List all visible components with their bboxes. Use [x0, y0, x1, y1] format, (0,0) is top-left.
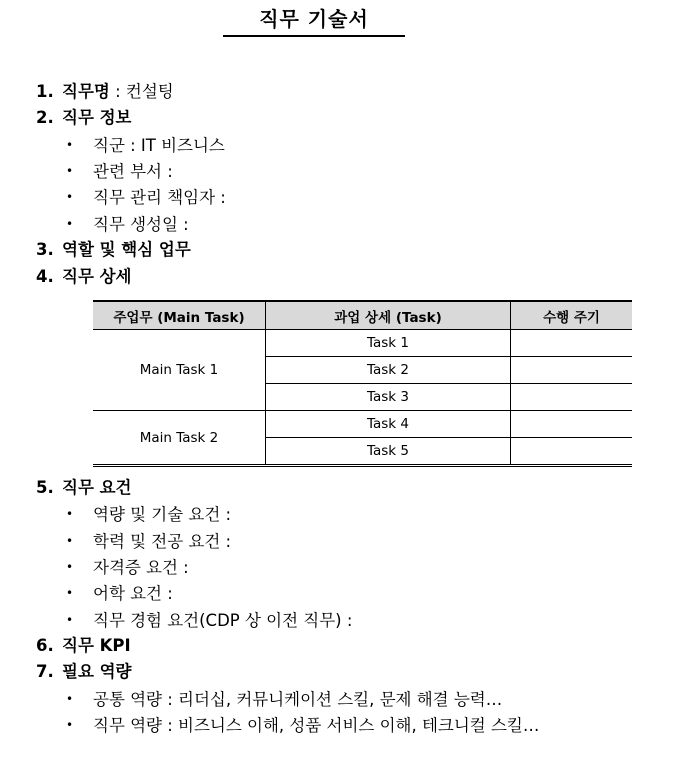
list-item-text: 직무 경험 요건(CDP 상 이전 직무) : [93, 611, 353, 630]
task-cell: Task 5 [266, 438, 511, 466]
section-heading: 직무 상세 [62, 267, 132, 286]
list-item [66, 580, 173, 607]
bullet-icon: • [66, 718, 74, 732]
bullet-icon: • [66, 534, 74, 548]
main-task-cell: Main Task 2 [93, 411, 266, 466]
cycle-cell [511, 357, 633, 384]
section-job-name [36, 79, 174, 105]
list-item [66, 132, 225, 159]
list-item [66, 554, 189, 581]
section-number: 5. [36, 478, 54, 497]
task-table [93, 300, 632, 467]
section-heading: 직무 정보 [62, 108, 132, 127]
section-roles [36, 237, 191, 263]
section-number: 2. [36, 108, 54, 127]
bullet-icon: • [66, 586, 74, 600]
cycle-cell [511, 438, 633, 466]
section-heading: 직무 요건 [62, 478, 132, 497]
table-header-row [93, 301, 632, 330]
table-row [93, 330, 632, 357]
bullet-icon: • [66, 164, 74, 178]
section-number: 6. [36, 636, 54, 655]
section-job-info [36, 105, 132, 131]
list-item-text: 역량 및 기술 요건 : [93, 505, 232, 524]
list-item [66, 528, 231, 555]
list-item-text: 직무 역량 : 비즈니스 이해, 성품 서비스 이해, 테크니컬 스킬… [93, 716, 540, 735]
section-number: 4. [36, 267, 54, 286]
bullet-icon: • [66, 507, 74, 521]
task-cell: Task 2 [266, 357, 511, 384]
list-item [66, 158, 173, 185]
task-cell: Task 4 [266, 411, 511, 438]
task-cell: Task 3 [266, 384, 511, 411]
cycle-cell [511, 330, 633, 357]
bullet-icon: • [66, 692, 74, 706]
section-heading: 역할 및 핵심 업무 [62, 240, 191, 259]
bullet-icon: • [66, 217, 74, 231]
section-heading: 직무 KPI [62, 636, 131, 655]
column-header-task-detail: 과업 상세 (Task) [266, 301, 511, 330]
section-kpi [36, 633, 131, 659]
cycle-cell [511, 384, 633, 411]
bullet-icon: • [66, 138, 74, 152]
list-item-text: 공통 역량 : 리더십, 커뮤니케이션 스킬, 문제 해결 능력… [93, 690, 503, 709]
section-competencies [36, 659, 132, 685]
bullet-icon: • [66, 613, 74, 627]
main-task-cell: Main Task 1 [93, 330, 266, 411]
task-cell: Task 1 [266, 330, 511, 357]
list-item-text: 자격증 요건 : [93, 558, 189, 577]
list-item-text: 관련 부서 : [93, 162, 173, 181]
list-item-text: 학력 및 전공 요건 : [93, 532, 232, 551]
section-job-detail [36, 264, 132, 290]
list-item-text: 직무 생성일 : [93, 215, 189, 234]
section-requirements [36, 475, 132, 501]
list-item-text: 어학 요건 : [93, 584, 173, 603]
list-item [66, 686, 502, 713]
list-item [66, 184, 226, 211]
cycle-cell [511, 411, 633, 438]
list-item [66, 501, 231, 528]
section-value: : 컨설팅 [109, 82, 174, 101]
title-underline [223, 35, 405, 37]
section-heading: 직무명 [62, 82, 110, 101]
list-item [66, 712, 539, 739]
bullet-icon: • [66, 190, 74, 204]
table-row [93, 411, 632, 438]
column-header-main-task: 주업무 (Main Task) [93, 301, 266, 330]
document-title: 직무 기술서 [259, 7, 369, 31]
list-item-text: 직군 : IT 비즈니스 [93, 136, 225, 155]
section-heading: 필요 역량 [62, 662, 132, 681]
list-item [66, 211, 189, 238]
section-number: 3. [36, 240, 54, 259]
column-header-cycle: 수행 주기 [511, 301, 633, 330]
section-number: 1. [36, 82, 54, 101]
list-item-text: 직무 관리 책임자 : [93, 188, 226, 207]
section-number: 7. [36, 662, 54, 681]
bullet-icon: • [66, 560, 74, 574]
list-item [66, 607, 352, 634]
